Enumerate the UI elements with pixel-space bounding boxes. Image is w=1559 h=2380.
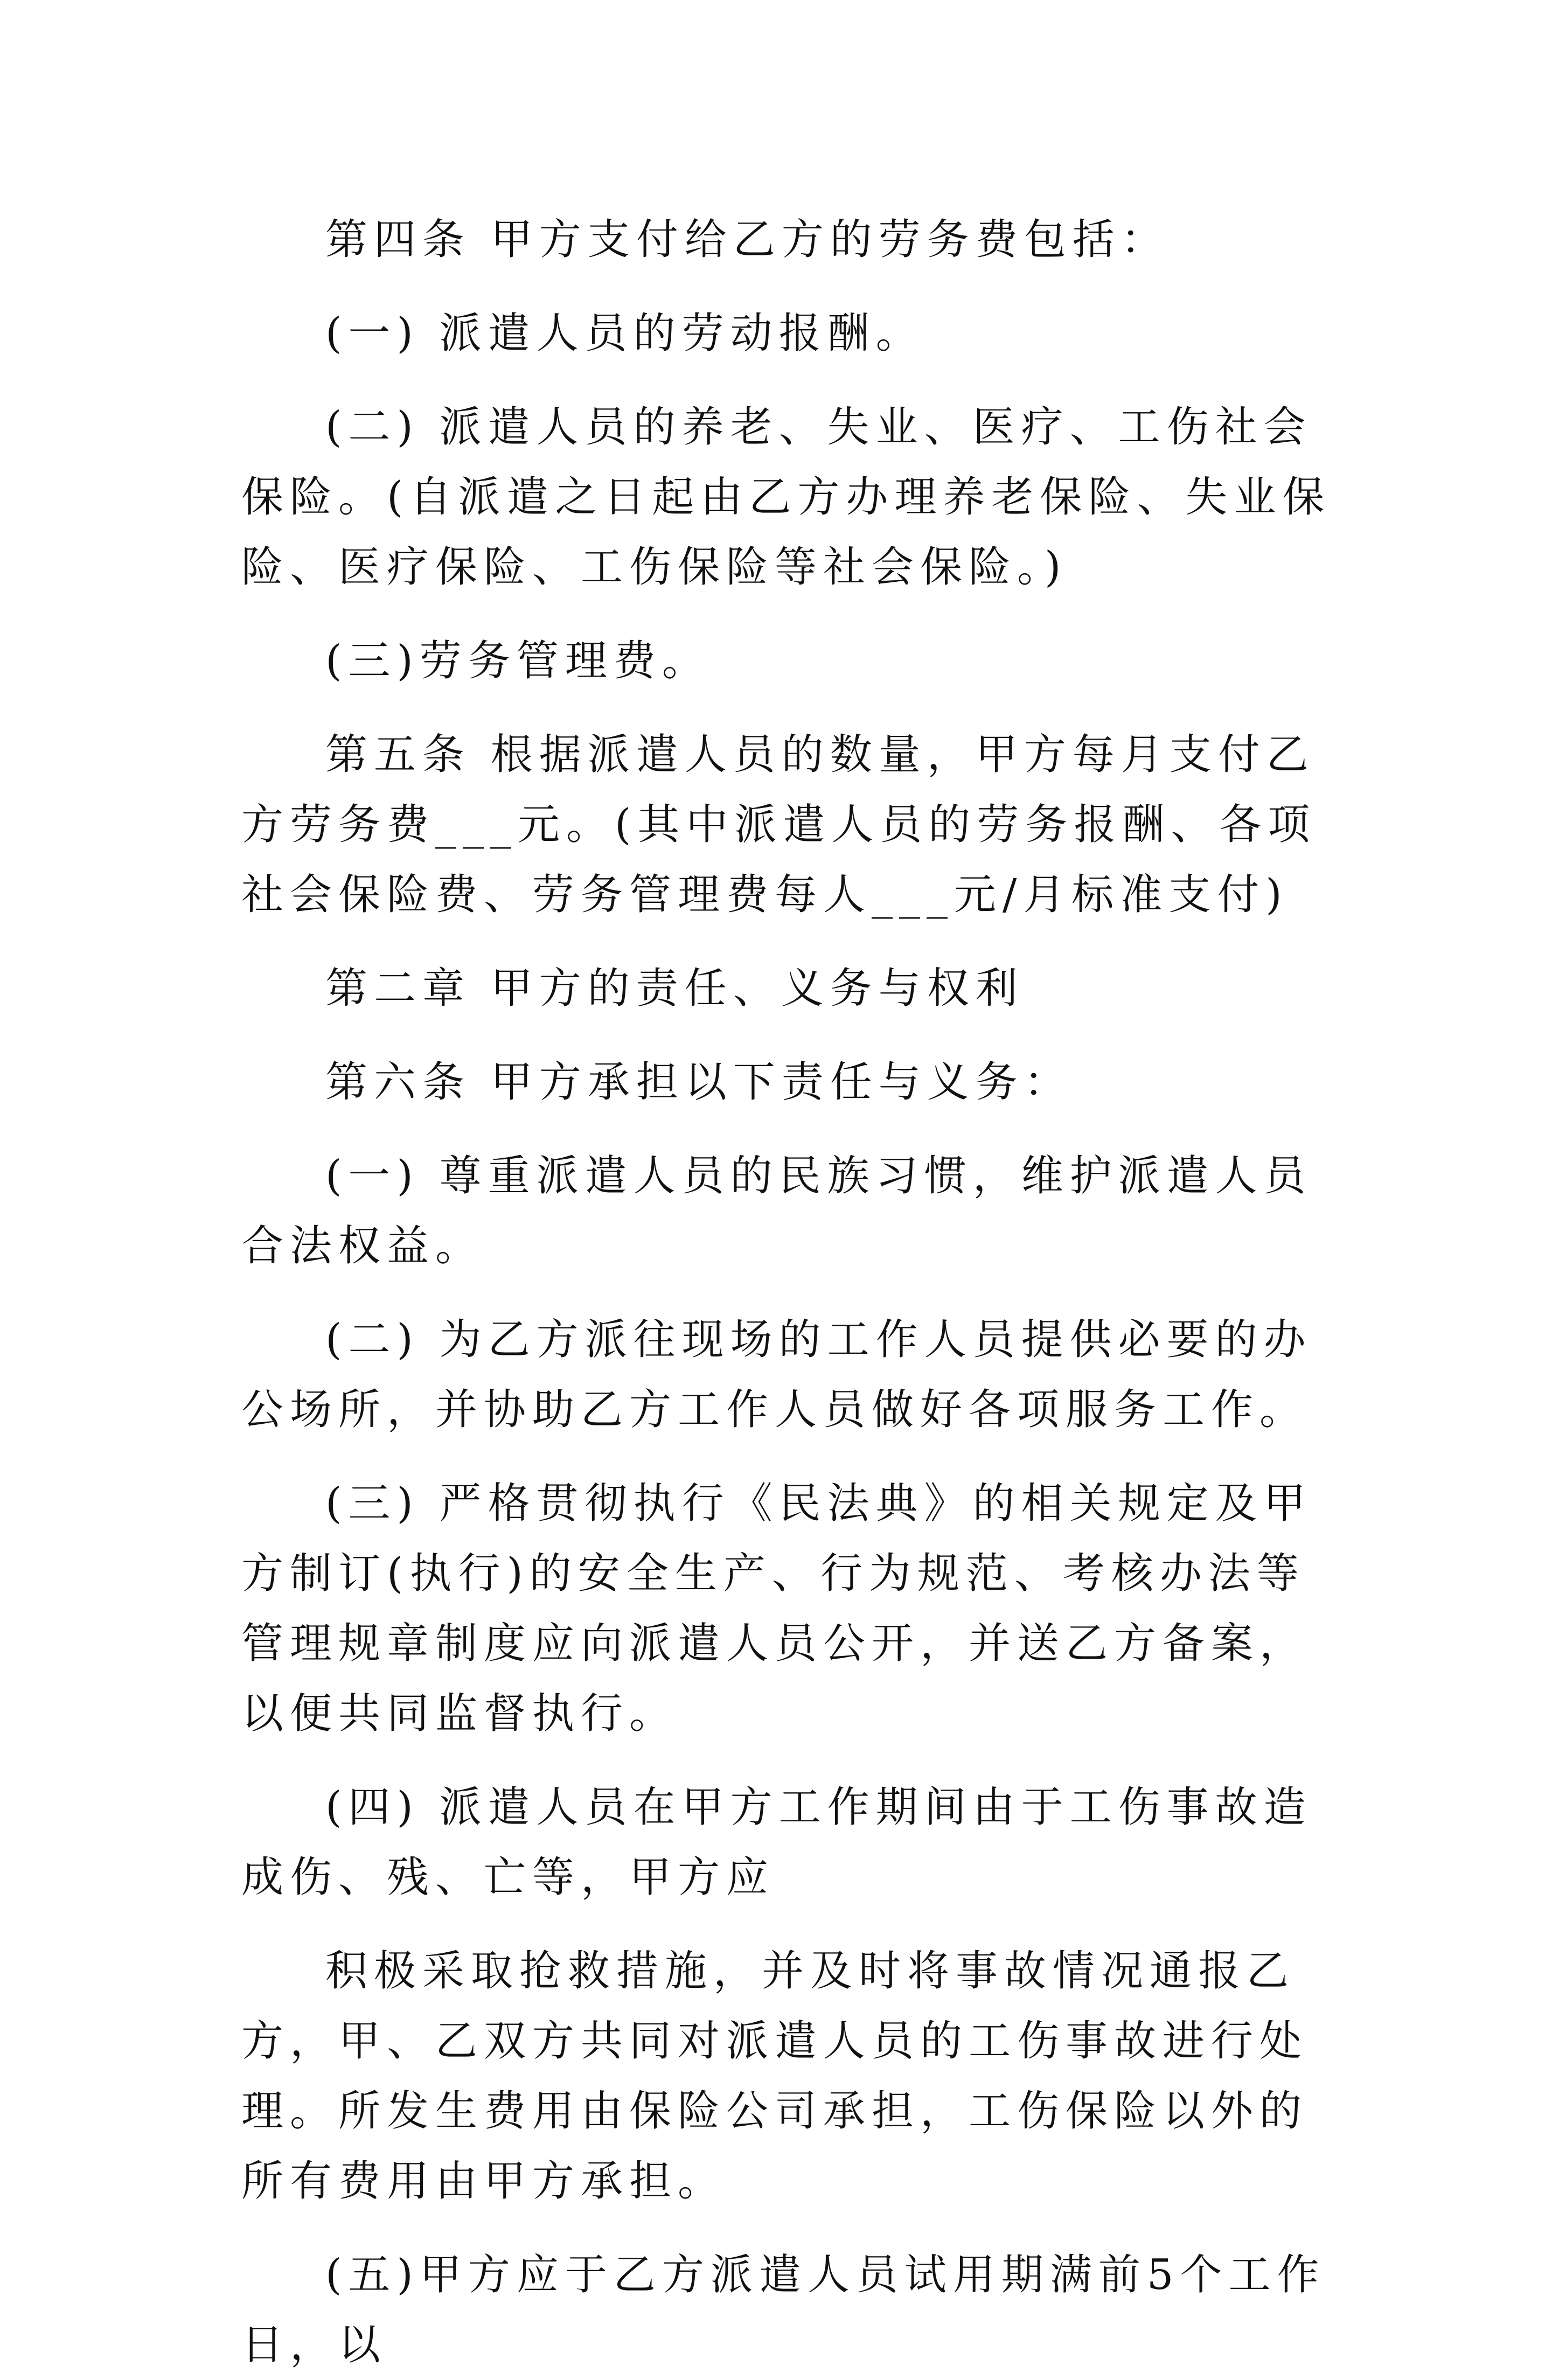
paragraph-duty-1: (一) 尊重派遣人员的民族习惯，维护派遣人员合法权益。 xyxy=(241,1152,1312,1270)
chapter-2-heading: 第二章 甲方的责任、义务与权利 xyxy=(325,964,1024,1013)
paragraph-duty-2: (二) 为乙方派往现场的工作人员提供必要的办公场所，并协助乙方工作人员做好各项服务工作。 xyxy=(241,1316,1312,1434)
paragraph-duty-4-continued: 积极采取抢救措施，并及时将事故情况通报乙方，甲、乙双方共同对派遣人员的工伤事故进行处理。所发生费用由保险公司承担，工伤保险以外的所有费用由甲方承担。 xyxy=(241,1947,1309,2205)
paragraph-item-1-remuneration: (一) 派遣人员的劳动报酬。 xyxy=(325,309,924,358)
paragraph-duty-3: (三) 严格贯彻执行《民法典》的相关规定及甲方制订(执行)的安全生产、行为规范、考核办法等管理规章制度应向派遣人员公开，并送乙方备案，以便共同监督执行。 xyxy=(241,1479,1312,1738)
paragraph-article-6: 第六条 甲方承担以下责任与义务： xyxy=(325,1058,1073,1107)
paragraph-article-5: 第五条 根据派遣人员的数量，甲方每月支付乙方劳务费___元。(其中派遣人员的劳务报酬、各项社会保险费、劳务管理费每人___元/月标准支付) xyxy=(241,730,1317,919)
paragraph-duty-4: (四) 派遣人员在甲方工作期间由于工伤事故造成伤、残、亡等，甲方应 xyxy=(241,1783,1312,1902)
paragraph-duty-5: (五)甲方应于乙方派遣人员试用期满前5个工作日，以 xyxy=(241,2251,1326,2369)
paragraph-item-2-insurance: (二) 派遣人员的养老、失业、医疗、工伤社会保险。(自派遣之日起由乙方办理养老保险、失业保险、医疗保险、工伤保险等社会保险。) xyxy=(241,403,1331,591)
paragraph-article-4: 第四条 甲方支付给乙方的劳务费包括： xyxy=(325,215,1170,264)
document-body xyxy=(241,205,1340,2380)
paragraph-item-3-management-fee: (三)劳务管理费。 xyxy=(325,637,711,685)
